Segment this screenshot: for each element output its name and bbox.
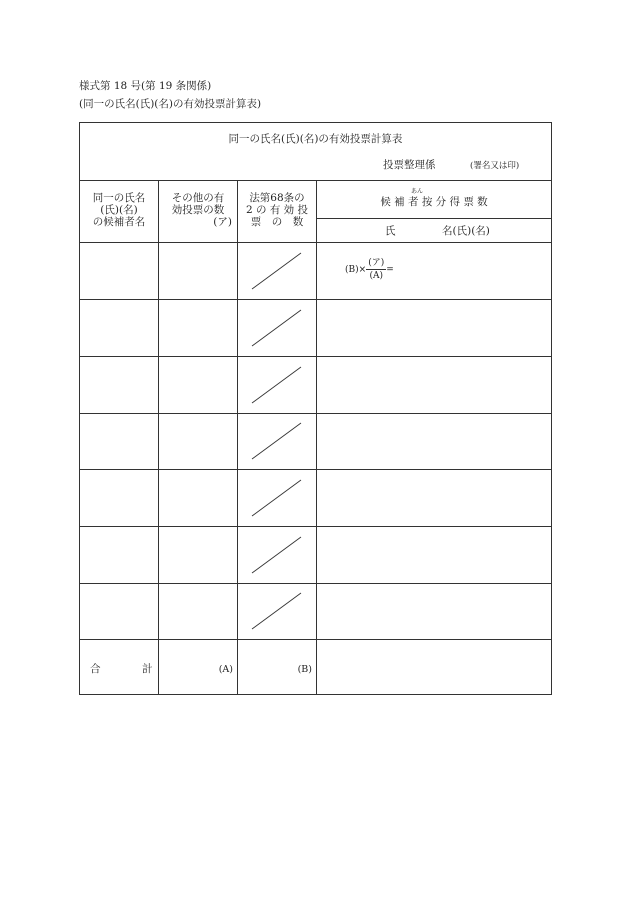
col2-header-line2: 効投票の数 [171, 204, 225, 216]
formula-denominator: (A) [369, 271, 383, 281]
col4-header: 候 補 者 按 分 得 票 数 [380, 196, 488, 208]
col4-ruby: あん [411, 188, 424, 195]
clerk-sign-note: (署名又は印) [470, 161, 520, 171]
diagonal-strokes [80, 123, 551, 694]
col3-header-line3: 票 の 数 [250, 216, 304, 228]
clerk-label: 投票整理係 [383, 159, 436, 171]
diagonal-row2 [252, 310, 301, 346]
col2-header-line1: その他の有 [171, 192, 225, 204]
formula-numerator: (ア) [368, 258, 385, 268]
col1-header-line2: (氏)(名) [100, 204, 138, 216]
col4-sub-left: 氏 [385, 225, 396, 237]
formula-equals: = [386, 265, 394, 275]
total-col3: (B) [297, 664, 312, 675]
total-label-left: 合 [90, 663, 101, 675]
diagonal-row7 [252, 593, 301, 629]
table-title: 同一の氏名(氏)(名)の有効投票計算表 [228, 133, 403, 145]
col3-header-line2: 2 の 有 効 投 [245, 204, 309, 216]
form-title: (同一の氏名(氏)(名)の有効投票計算表) [79, 98, 262, 110]
total-label-right: 計 [142, 663, 153, 675]
form-number: 様式第 18 号(第 19 条関係) [79, 80, 212, 92]
diagonal-row4 [252, 423, 301, 459]
col3-header-line1: 法第68条の [249, 192, 305, 204]
col1-header-line1: 同一の氏名 [92, 192, 146, 204]
col2-header-line3: (ア) [213, 216, 232, 228]
vote-calculation-table [79, 122, 552, 695]
diagonal-row3 [252, 367, 301, 403]
diagonal-row1 [252, 253, 301, 289]
total-col2: (A) [218, 664, 233, 675]
diagonal-row6 [252, 537, 301, 573]
col4-sub-right: 名(氏)(名) [442, 225, 490, 237]
col1-header-line3: の候補者名 [92, 216, 146, 228]
formula-left: (B)× [345, 265, 367, 275]
diagonal-row5 [252, 480, 301, 516]
